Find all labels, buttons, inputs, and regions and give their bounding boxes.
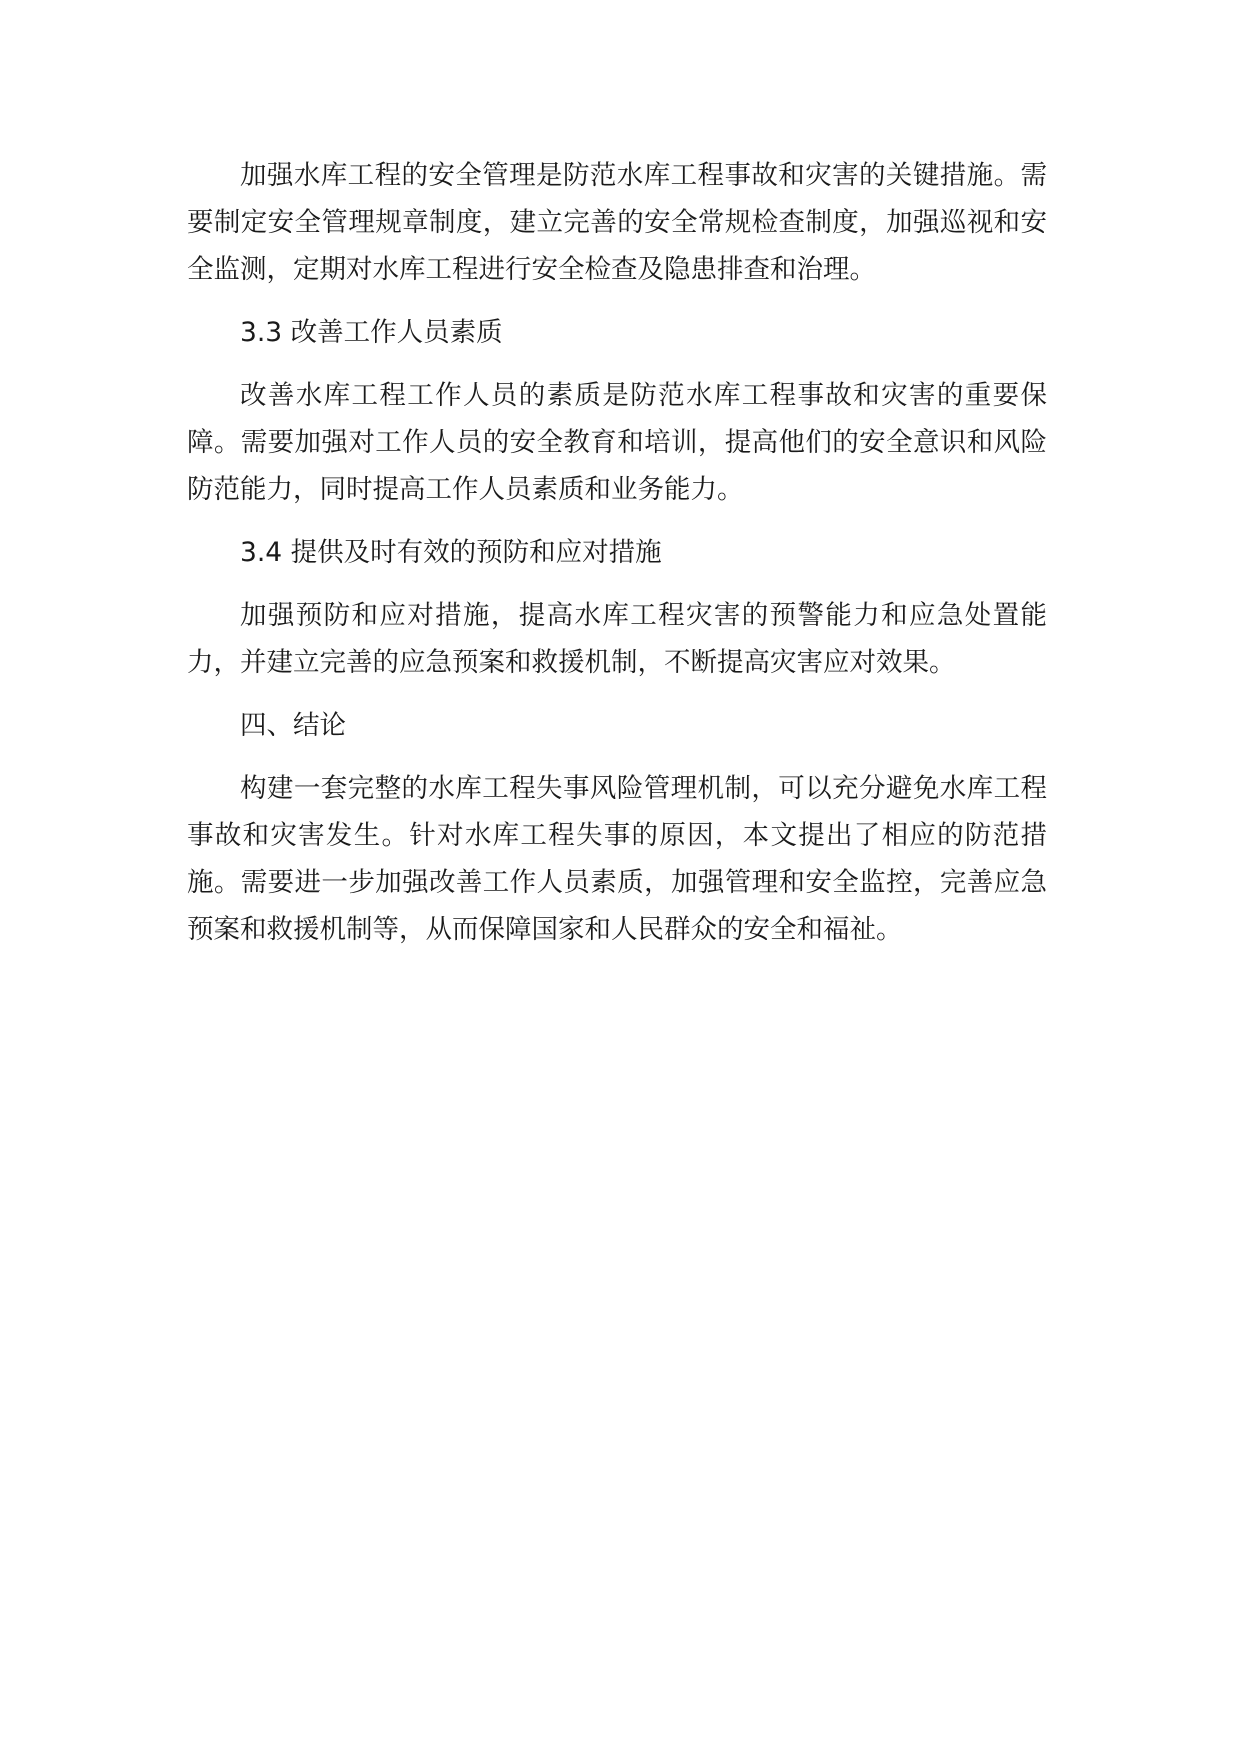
paragraph-safety-management: 加强水库工程的安全管理是防范水库工程事故和灾害的关键措施。需要制定安全管理规章制度，建立完善的安全常规检查制度，加强巡视和安全监测，定期对水库工程进行安全检查及隐患排查和治理。	[187, 160, 1047, 285]
paragraph-conclusion: 构建一套完整的水库工程失事风险管理机制，可以充分避免水库工程事故和灾害发生。针对水库工程失事的原因，本文提出了相应的防范措施。需要进一步加强改善工作人员素质，加强管理和安全监控，完善应急预案和救援机制等，从而保障国家和人民群众的安全和福祉。	[187, 773, 1047, 945]
paragraph-prevention-response: 加强预防和应对措施，提高水库工程灾害的预警能力和应急处置能力，并建立完善的应急预案和救援机制，不断提高灾害应对效果。	[187, 600, 1047, 678]
paragraph-personnel-quality: 改善水库工程工作人员的素质是防范水库工程事故和灾害的重要保障。需要加强对工作人员的安全教育和培训，提高他们的安全意识和风险防范能力，同时提高工作人员素质和业务能力。	[187, 380, 1047, 505]
section-heading-3-4: 3.4 提供及时有效的预防和应对措施	[240, 537, 662, 568]
section-heading-conclusion: 四、结论	[240, 710, 346, 741]
document-body	[187, 152, 1047, 969]
section-heading-3-3: 3.3 改善工作人员素质	[240, 317, 503, 348]
